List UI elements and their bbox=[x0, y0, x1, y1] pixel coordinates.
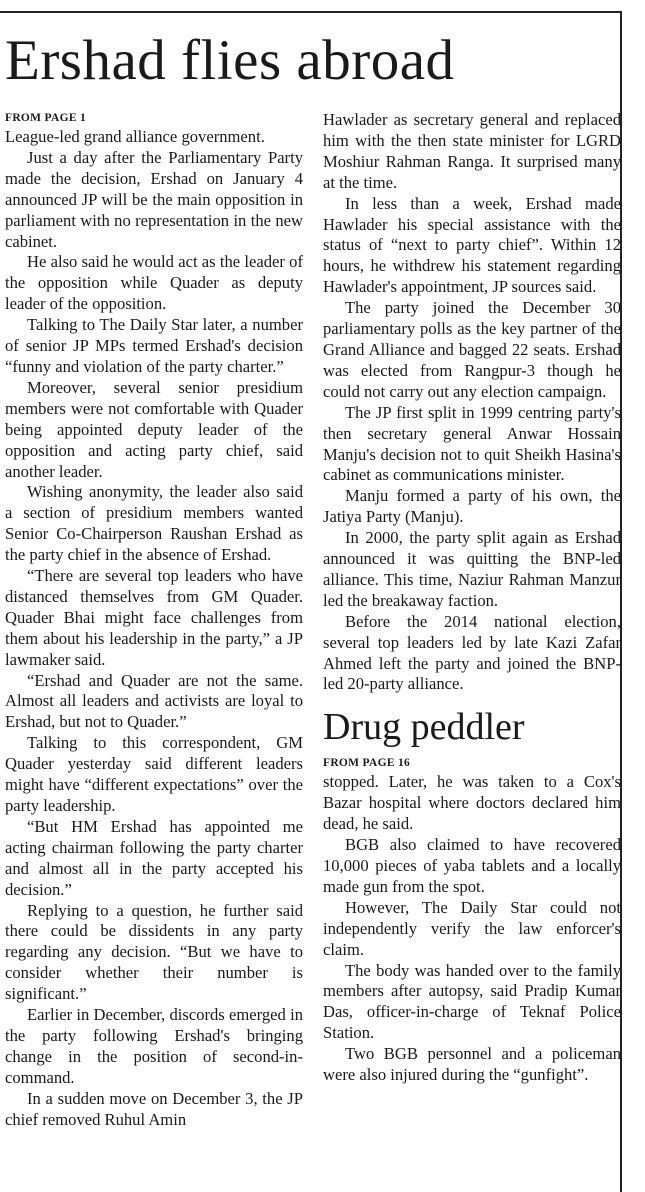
paragraph: Just a day after the Parliamentary Party made the decision, Ershad on January 4 announced JP will be the main opposition in parliament with no representation in the new cabinet. bbox=[5, 147, 303, 251]
paragraph: Talking to this correspondent, GM Quader yesterday said different leaders might have “different expectations” over the party leadership. bbox=[5, 733, 303, 815]
paragraph: Talking to The Daily Star later, a number of senior JP MPs termed Ershad's decision “funny and violation of the party charter.” bbox=[5, 315, 303, 376]
paragraph: “But HM Ershad has appointed me acting chairman following the party charter and almost all in the party accepted his decision.” bbox=[5, 816, 303, 899]
top-rule bbox=[0, 11, 621, 13]
paragraph: stopped. Later, he was taken to a Cox's Bazar hospital where doctors declared him dead, he said. bbox=[323, 772, 621, 834]
right-column bbox=[323, 110, 621, 1086]
paragraph: Wishing anonymity, the leader also said a section of presidium members wanted Senior Co-Chairperson Raushan Ershad as the party chief in the absence of Ershad. bbox=[5, 482, 303, 565]
paragraph: Hawlader as secretary general and replaced him with the then state minister for LGRD Moshiur Rahman Ranga. It surprised many at the time. bbox=[323, 110, 621, 192]
kicker: FROM PAGE 1 bbox=[5, 112, 87, 124]
paragraph: The body was handed over to the family members after autopsy, said Pradip Kumar Das, officer-in-charge of Teknaf Police Station. bbox=[323, 960, 621, 1043]
paragraph: In less than a week, Ershad made Hawlader his special assistance with the status of “next to party chief”. Within 12 hours, he withdrew his statement regarding Hawlader's appointment, JP sources said. bbox=[323, 193, 621, 297]
paragraph: BGB also claimed to have recovered 10,000 pieces of yaba tablets and a locally made gun from the spot. bbox=[323, 835, 621, 896]
left-column bbox=[5, 110, 303, 1131]
paragraph: Earlier in December, discords emerged in the party following Ershad's bringing change in the position of second-in-command. bbox=[5, 1005, 303, 1087]
paragraph: “There are several top leaders who have distanced themselves from GM Quader. Quader Bhai might face challenges from them about his leadership in the party,” a JP lawmaker said. bbox=[5, 566, 303, 669]
paragraph: However, The Daily Star could not independently verify the law enforcer's claim. bbox=[323, 897, 621, 959]
paragraph: Moreover, several senior presidium members were not comfortable with Quader being appointed deputy leader of the opposition and acting party chief, said another leader. bbox=[5, 377, 303, 481]
paragraph: Before the 2014 national election, several top leaders led by late Kazi Zafar Ahmed left the party and joined the BNP-led 20-party alliance. bbox=[323, 611, 621, 694]
drug-story-headline: Drug peddler bbox=[323, 706, 525, 749]
paragraph: Two BGB personnel and a policeman were also injured during the “gunfight”. bbox=[323, 1044, 621, 1085]
paragraph: Manju formed a party of his own, the Jatiya Party (Manju). bbox=[323, 486, 621, 527]
paragraph: Replying to a question, he further said there could be dissidents in any party regarding any decision. “But we have to consider whether their number is significant.” bbox=[5, 900, 303, 1004]
paragraph: In 2000, the party split again as Ershad announced it was quitting the BNP-led alliance. This time, Naziur Rahman Manzur led the breakaway faction. bbox=[323, 528, 621, 610]
paragraph: “Ershad and Quader are not the same. Almost all leaders and activists are loyal to Ershad, but not to Quader.” bbox=[5, 670, 303, 732]
paragraph: The party joined the December 30 parliamentary polls as the key partner of the Grand Alliance and bagged 22 seats. Ershad was elected from Rangpur-3 though he could not carry out any election campaign. bbox=[323, 298, 621, 401]
drug-story-kicker: FROM PAGE 16 bbox=[323, 757, 411, 770]
headline: Ershad flies abroad bbox=[5, 29, 455, 92]
paragraph: He also said he would act as the leader of the opposition while Quader as deputy leader of the opposition. bbox=[5, 252, 303, 314]
paragraph: League-led grand alliance government. bbox=[5, 127, 265, 146]
paragraph: The JP first split in 1999 centring party's then secretary general Anwar Hossain Manju's decision not to quit Sheikh Hasina's cabinet as communications minister. bbox=[323, 402, 621, 485]
paragraph: In a sudden move on December 3, the JP chief removed Ruhul Amin bbox=[5, 1088, 303, 1129]
